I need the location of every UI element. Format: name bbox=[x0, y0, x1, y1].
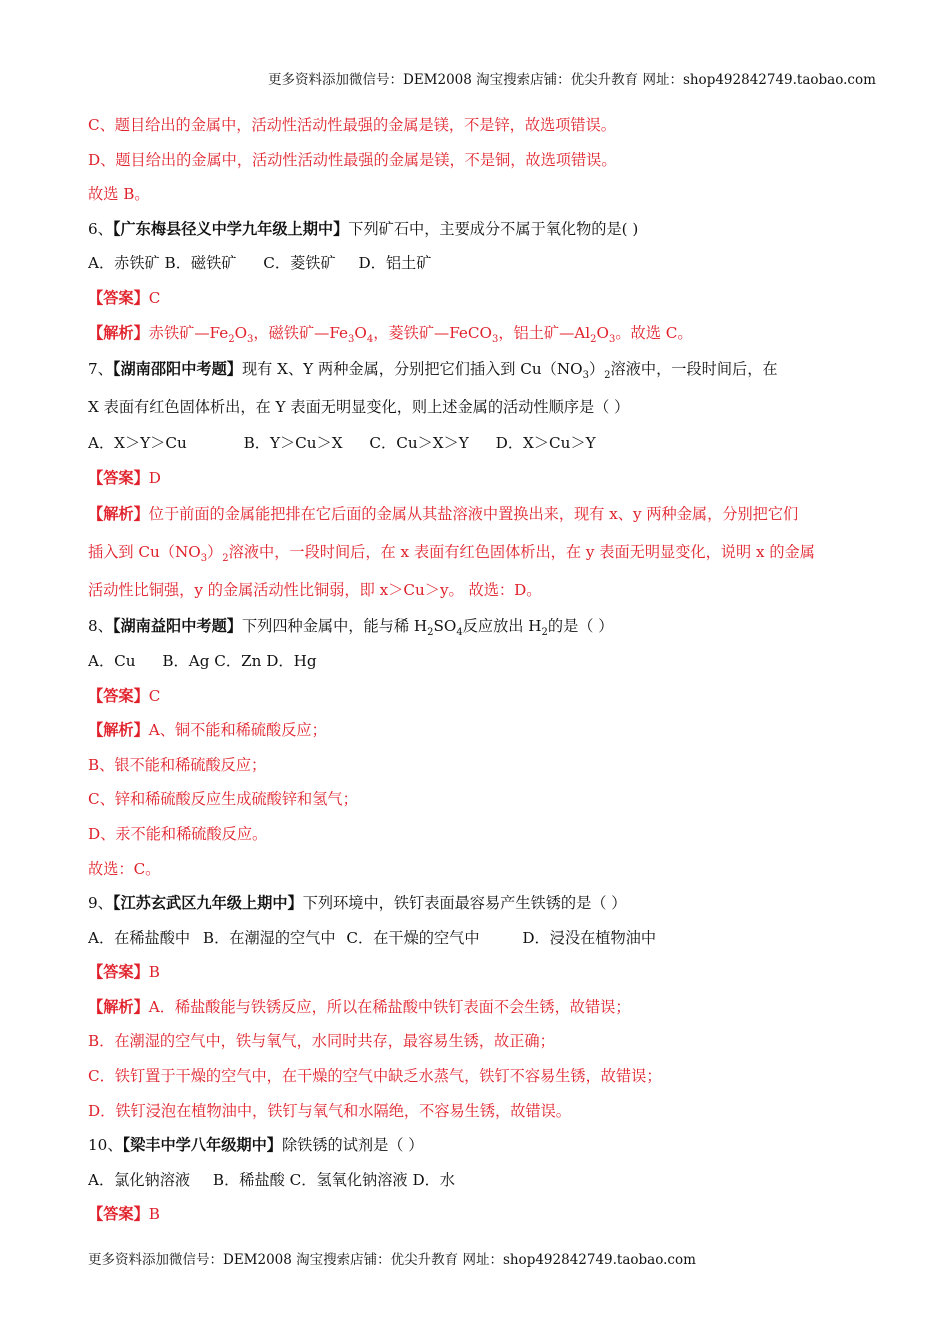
answer-value: B bbox=[148, 963, 160, 982]
answer-value: C bbox=[148, 686, 161, 705]
answer-value: C bbox=[148, 288, 161, 307]
prev-conclusion: 故选 B。 bbox=[88, 185, 150, 204]
question-8-analysis-d: D、汞不能和稀硫酸反应。 bbox=[88, 824, 268, 843]
option-c: C．Cu＞X＞Y bbox=[369, 434, 469, 453]
question-text: SO bbox=[433, 617, 457, 636]
subscript: 3 bbox=[491, 333, 499, 345]
option-b: B．磁铁矿 bbox=[164, 254, 237, 273]
option-d: D．Hg bbox=[266, 651, 317, 670]
question-6-stem bbox=[88, 212, 870, 247]
question-7-analysis-line-3: 活动性比铜强，y 的金属活动性比铜弱，即 x＞Cu＞y。 故选：D。 bbox=[88, 581, 542, 600]
option-b: B．Y＞Cu＞X bbox=[243, 434, 343, 453]
page-header: 更多资料添加微信号：DEM2008 淘宝搜索店铺：优尖升教育 网址：shop492842749.taobao.com bbox=[268, 72, 876, 88]
question-text: 下列环境中，铁钉表面最容易产生铁锈的是（ ） bbox=[302, 894, 627, 913]
question-number: 9、 bbox=[88, 894, 113, 913]
analysis-tag: 【解析】 bbox=[88, 323, 149, 342]
question-source: 【梁丰中学八年级期中】 bbox=[122, 1136, 282, 1155]
analysis-tag: 【解析】 bbox=[88, 997, 149, 1016]
analysis-text: 位于前面的金属能把排在它后面的金属从其盐溶液中置换出来，现有 x、y 两种金属，分别把它们 bbox=[148, 505, 799, 524]
subscript: 3 bbox=[348, 333, 355, 345]
answer-tag: 【答案】 bbox=[88, 288, 149, 307]
question-7-stem-line-2: X 表面有红色固体析出，在 Y 表面无明显变化，则上述金属的活动性顺序是（ ） bbox=[88, 398, 630, 417]
question-9-options bbox=[88, 921, 870, 956]
subscript: 4 bbox=[456, 627, 463, 639]
option-c: C．菱铁矿 bbox=[263, 254, 336, 273]
answer-tag: 【答案】 bbox=[88, 963, 149, 982]
option-b: B．稀盐酸 bbox=[212, 1170, 285, 1189]
subscript: 3 bbox=[247, 333, 254, 345]
question-text: 除铁锈的试剂是（ ） bbox=[281, 1136, 424, 1155]
question-7-stem-line-1 bbox=[88, 350, 870, 388]
question-8-answer bbox=[88, 679, 870, 714]
subscript: 4 bbox=[366, 333, 374, 345]
question-number: 7、 bbox=[88, 360, 113, 379]
page-content bbox=[88, 108, 870, 1232]
answer-tag: 【答案】 bbox=[88, 1205, 149, 1224]
analysis-text: ） bbox=[207, 543, 223, 562]
question-source: 【湖南益阳中考题】 bbox=[112, 617, 242, 636]
subscript: 2 bbox=[541, 627, 548, 639]
analysis-text: O bbox=[596, 323, 609, 342]
question-10-stem bbox=[88, 1128, 870, 1163]
question-text: 溶液中，一段时间后，在 bbox=[610, 360, 778, 379]
analysis-tag: 【解析】 bbox=[88, 505, 149, 524]
analysis-text: 赤铁矿—Fe bbox=[148, 323, 229, 342]
question-text: 下列四种金属中，能与稀 H bbox=[241, 617, 428, 636]
analysis-text: O bbox=[354, 323, 367, 342]
option-d: D．浸没在植物油中 bbox=[522, 928, 657, 947]
question-7-options bbox=[88, 426, 870, 461]
analysis-text: ，铝土矿—Al bbox=[498, 323, 591, 342]
question-9-analysis-c: C．铁钉置于干燥的空气中，在干燥的空气中缺乏水蒸气，铁钉不容易生锈，故错误； bbox=[88, 1067, 662, 1086]
question-8-analysis-c: C、锌和稀硫酸反应生成硫酸锌和氢气； bbox=[88, 790, 358, 809]
question-number: 10、 bbox=[88, 1136, 123, 1155]
question-text: 反应放出 H bbox=[462, 617, 542, 636]
question-9-analysis-d: D．铁钉浸泡在植物油中，铁钉与氧气和水隔绝，不容易生锈，故错误。 bbox=[88, 1101, 571, 1120]
subscript: 3 bbox=[200, 553, 208, 565]
option-b: B．在潮湿的空气中 bbox=[202, 928, 336, 947]
subscript: 2 bbox=[228, 333, 235, 345]
analysis-text: A．稀盐酸能与铁锈反应，所以在稀盐酸中铁钉表面不会生锈，故错误； bbox=[148, 997, 631, 1016]
question-8-options bbox=[88, 644, 870, 679]
question-source: 【湖南邵阳中考题】 bbox=[112, 360, 242, 379]
analysis-text: O bbox=[234, 323, 248, 342]
answer-value: B bbox=[148, 1205, 160, 1224]
page-footer: 更多资料添加微信号：DEM2008 淘宝搜索店铺：优尖升教育 网址：shop492842749.taobao.com bbox=[88, 1252, 696, 1268]
question-7-analysis-line-1 bbox=[88, 495, 870, 533]
question-7-analysis-line-2 bbox=[88, 533, 870, 571]
subscript: 3 bbox=[608, 333, 616, 345]
option-c: C．Zn bbox=[214, 651, 262, 670]
question-text: 的是（ ） bbox=[547, 617, 614, 636]
option-a: A．X＞Y＞Cu bbox=[88, 434, 187, 453]
analysis-text: A、铜不能和稀硫酸反应； bbox=[148, 721, 327, 740]
question-6-options bbox=[88, 246, 870, 281]
analysis-text: 插入到 Cu（NO bbox=[88, 543, 201, 562]
option-d: D．水 bbox=[412, 1170, 455, 1189]
question-text: 下列矿石中，主要成分不属于氧化物的是( ) bbox=[348, 219, 639, 238]
prev-analysis-d: D、题目给出的金属中，活动性活动性最强的金属是镁，不是铜，故选项错误。 bbox=[88, 150, 617, 169]
question-text: 现有 X、Y 两种金属，分别把它们插入到 Cu（NO bbox=[241, 360, 583, 379]
question-6-answer bbox=[88, 281, 870, 316]
question-text: ） bbox=[588, 360, 605, 379]
option-d: D．铝土矿 bbox=[358, 254, 432, 273]
answer-tag: 【答案】 bbox=[88, 686, 149, 705]
option-a: A．Cu bbox=[88, 651, 136, 670]
subscript: 2 bbox=[427, 627, 434, 639]
option-b: B．Ag bbox=[162, 651, 210, 670]
analysis-tag: 【解析】 bbox=[88, 721, 149, 740]
subscript: 3 bbox=[582, 370, 589, 382]
subscript: 2 bbox=[222, 553, 229, 565]
question-10-answer bbox=[88, 1197, 870, 1232]
subscript: 2 bbox=[590, 333, 597, 345]
question-7-answer bbox=[88, 461, 870, 496]
option-c: C．氢氧化钠溶液 bbox=[289, 1170, 408, 1189]
option-a: A．赤铁矿 bbox=[88, 254, 160, 273]
question-9-analysis-a bbox=[88, 990, 870, 1025]
answer-value: D bbox=[148, 468, 161, 487]
option-a: A．氯化钠溶液 bbox=[88, 1170, 191, 1189]
answer-tag: 【答案】 bbox=[88, 468, 149, 487]
question-source: 【江苏玄武区九年级上期中】 bbox=[112, 894, 303, 913]
question-8-conclusion: 故选：C。 bbox=[88, 859, 161, 878]
question-8-stem bbox=[88, 609, 870, 644]
analysis-text: ，磁铁矿—Fe bbox=[253, 323, 349, 342]
question-9-stem bbox=[88, 886, 870, 921]
question-number: 8、 bbox=[88, 617, 113, 636]
question-8-analysis-b: B、银不能和稀硫酸反应； bbox=[88, 755, 267, 774]
question-9-analysis-b: B．在潮湿的空气中，铁与氧气，水同时共存，最容易生锈，故正确； bbox=[88, 1032, 555, 1051]
question-6-analysis bbox=[88, 316, 870, 351]
analysis-text: ，菱铁矿—FeCO bbox=[373, 323, 492, 342]
option-c: C．在干燥的空气中 bbox=[346, 928, 480, 947]
question-source: 【广东梅县径义中学九年级上期中】 bbox=[112, 219, 349, 238]
analysis-text: 。故选 C。 bbox=[615, 323, 693, 342]
question-9-answer bbox=[88, 955, 870, 990]
prev-analysis-c: C、题目给出的金属中，活动性活动性最强的金属是镁，不是锌，故选项错误。 bbox=[88, 116, 616, 134]
question-10-options bbox=[88, 1163, 870, 1198]
analysis-text: 溶液中，一段时间后，在 x 表面有红色固体析出，在 y 表面无明显变化，说明 x 的金属 bbox=[228, 543, 815, 562]
option-a: A．在稀盐酸中 bbox=[88, 928, 191, 947]
option-d: D．X＞Cu＞Y bbox=[495, 434, 596, 453]
subscript: 2 bbox=[604, 370, 611, 382]
question-8-analysis-a bbox=[88, 713, 870, 748]
question-number: 6、 bbox=[88, 219, 113, 238]
